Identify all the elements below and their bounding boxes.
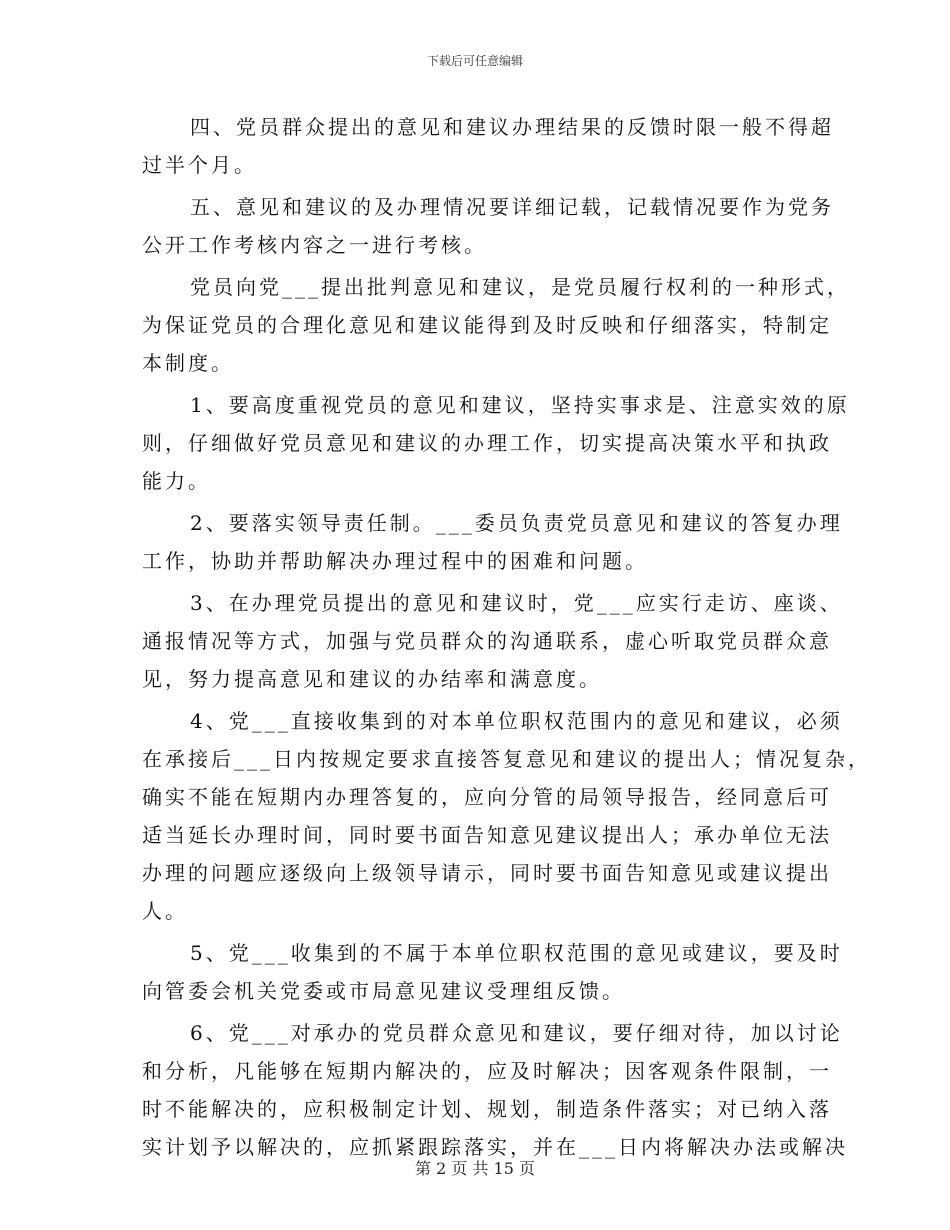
paragraph <box>142 268 850 382</box>
paragraph <box>142 702 871 930</box>
paragraph-line: 过半个月。 <box>142 153 257 177</box>
paragraph <box>142 584 843 698</box>
paragraph-line: 在承接后___日内按规定要求直接答复意见和建议的提出人；情况复杂， <box>142 747 871 771</box>
paragraph-line: 五、意见和建议的及办理情况要详细记载，记载情况要作为党务 <box>190 195 834 219</box>
paragraph-line: 5、党___收集到的不属于本单位职权范围的意见或建议，要及时 <box>190 941 843 965</box>
paragraph-line: 党员向党___提出批判意见和建议，是党员履行权利的一种形式， <box>190 275 850 299</box>
page-number-footer: 第 2 页 共 15 页 <box>415 1159 535 1178</box>
paragraph-line: 人。 <box>142 899 188 923</box>
page-header-note: 下载后可任意编辑 <box>426 54 523 68</box>
paragraph-line: 2、要落实领导责任制。___委员负责党员意见和建议的答复办理 <box>190 511 843 535</box>
paragraph-line: 本制度。 <box>142 351 234 375</box>
paragraph <box>142 934 843 1010</box>
paragraph-line: 向管委会机关党委或市局意见建议受理组反馈。 <box>142 979 625 1003</box>
paragraph-line: 工作，协助并帮助解决办理过程中的困难和问题。 <box>142 549 648 573</box>
paragraph-line: 则，仔细做好党员意见和建议的办理工作，切实提高决策水平和执政 <box>142 431 832 455</box>
paragraph-line: 为保证党员的合理化意见和建议能得到及时反映和仔细落实，特制定 <box>142 313 832 337</box>
paragraph-line: 四、党员群众提出的意见和建议办理结果的反馈时限一般不得超 <box>190 115 834 139</box>
paragraph <box>142 386 850 500</box>
paragraph-line: 适当延长办理时间，同时要书面告知意见建议提出人；承办单位无法 <box>142 823 832 847</box>
document-body <box>142 108 871 1170</box>
paragraph-line: 3、在办理党员提出的意见和建议时，党___应实行走访、座谈、 <box>190 591 843 615</box>
paragraph <box>142 108 834 184</box>
paragraph-line: 确实不能在短期内办理答复的，应向分管的局领导报告，经同意后可 <box>142 785 832 809</box>
paragraph-line: 办理的问题应逐级向上级领导请示，同时要书面告知意见或建议提出 <box>142 861 832 885</box>
paragraph-line: 4、党___直接收集到的对本单位职权范围内的意见和建议，必须 <box>190 709 843 733</box>
paragraph-line: 和分析，凡能够在短期内解决的，应及时解决；因客观条件限制，一 <box>142 1059 832 1083</box>
paragraph-line: 公开工作考核内容之一进行考核。 <box>142 233 487 257</box>
paragraph-line: 通报情况等方式，加强与党员群众的沟通联系，虚心听取党员群众意 <box>142 629 832 653</box>
paragraph-line: 能力。 <box>142 469 211 493</box>
paragraph <box>142 188 834 264</box>
paragraph-line: 6、党___对承办的党员群众意见和建议，要仔细对待，加以讨论 <box>190 1021 843 1045</box>
paragraph <box>142 504 843 580</box>
paragraph <box>142 1014 848 1166</box>
paragraph-line: 时不能解决的，应积极制定计划、规划，制造条件落实；对已纳入落 <box>142 1097 832 1121</box>
paragraph-line: 1、要高度重视党员的意见和建议，坚持实事求是、注意实效的原 <box>190 393 850 417</box>
paragraph-line: 实计划予以解决的，应抓紧跟踪落实，并在___日内将解决办法或解决 <box>142 1135 848 1159</box>
paragraph-line: 见，努力提高意见和建议的办结率和满意度。 <box>142 667 602 691</box>
